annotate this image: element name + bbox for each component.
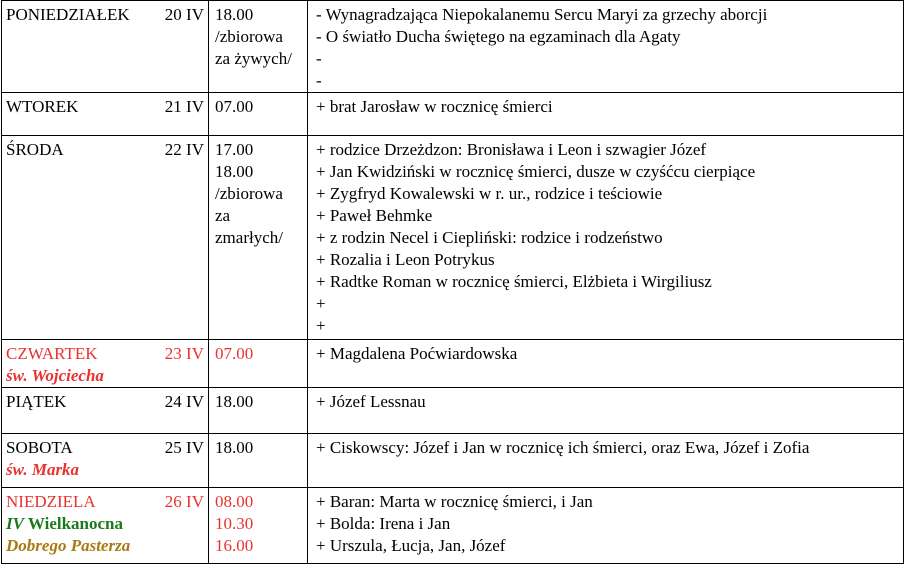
intention-line: + Paweł Behmke	[316, 206, 433, 225]
day-cell	[2, 93, 209, 136]
time-line: 18.00	[215, 5, 254, 24]
time-cell	[209, 388, 308, 434]
time-line: za żywych/	[215, 49, 292, 68]
day-cell	[2, 434, 209, 488]
intention-line: +	[316, 294, 326, 313]
time-cell	[209, 136, 308, 340]
intention-line: - O światło Ducha świętego na egzaminach dla Agaty	[316, 27, 681, 46]
intentions-cell	[308, 434, 904, 488]
intentions-cell	[308, 388, 904, 434]
table-row	[2, 1, 904, 93]
table-row	[2, 136, 904, 340]
time-cell	[209, 1, 308, 93]
time-line: zmarłych/	[215, 228, 283, 247]
intentions-cell	[308, 488, 904, 564]
day-date: 25 IV	[164, 438, 204, 457]
intention-line: - Wynagradzająca Niepokalanemu Sercu Maryi za grzechy aborcji	[316, 5, 768, 24]
intention-line: + brat Jarosław w rocznicę śmierci	[316, 97, 553, 116]
day-name: CZWARTEK	[6, 344, 98, 363]
time-line: 08.00	[215, 492, 254, 511]
time-line: 18.00	[215, 392, 254, 411]
intention-line: + Urszula, Łucja, Jan, Józef	[316, 536, 506, 555]
day-name: NIEDZIELA	[6, 492, 96, 511]
day-date: 24 IV	[164, 392, 204, 411]
day-date: 26 IV	[164, 492, 204, 511]
intention-line: + rodzice Drzeżdzon: Bronisława i Leon i szwagier Józef	[316, 140, 707, 159]
day-date: 20 IV	[164, 5, 204, 24]
intention-line: +	[316, 316, 326, 335]
intention-line: + Jan Kwidziński w rocznicę śmierci, dusze w czyśćcu cierpiące	[316, 162, 756, 181]
time-cell	[209, 340, 308, 388]
intentions-cell	[308, 1, 904, 93]
time-cell	[209, 93, 308, 136]
time-line: /zbiorowa	[215, 27, 283, 46]
day-cell	[2, 136, 209, 340]
table-row	[2, 93, 904, 136]
intention-line: + Magdalena Poćwiardowska	[316, 344, 518, 363]
day-name: WTOREK	[6, 97, 79, 116]
day-name: ŚRODA	[6, 140, 64, 159]
day-cell	[2, 388, 209, 434]
time-line: 10.30	[215, 514, 254, 533]
day-date: 23 IV	[164, 344, 204, 363]
intention-line: -	[316, 71, 322, 90]
intentions-cell	[308, 93, 904, 136]
table-row	[2, 488, 904, 564]
table-row	[2, 434, 904, 488]
time-line: za	[215, 206, 231, 225]
day-name: PONIEDZIAŁEK	[6, 5, 130, 24]
intentions-cell	[308, 136, 904, 340]
day-date: 21 IV	[164, 97, 204, 116]
day-cell	[2, 340, 209, 388]
time-line: /zbiorowa	[215, 184, 283, 203]
mass-intentions-table	[1, 0, 904, 564]
time-cell	[209, 488, 308, 564]
intention-line: + Radtke Roman w rocznicę śmierci, Elżbieta i Wirgiliusz	[316, 272, 712, 291]
table-row	[2, 388, 904, 434]
time-line: 07.00	[215, 97, 254, 116]
table-row	[2, 340, 904, 388]
time-cell	[209, 434, 308, 488]
feast-rest: Wielkanocna	[23, 514, 124, 533]
intentions-cell	[308, 340, 904, 388]
day-name: SOBOTA	[6, 438, 73, 457]
time-line: 17.00	[215, 140, 254, 159]
time-line: 07.00	[215, 344, 254, 363]
intention-line: + Zygfryd Kowalewski w r. ur., rodzice i teściowie	[316, 184, 663, 203]
intention-line: + Bolda: Irena i Jan	[316, 514, 451, 533]
feast-roman: IV	[6, 514, 24, 533]
feast-name: św. Marka	[6, 460, 80, 479]
day-cell	[2, 1, 209, 93]
day-name: PIĄTEK	[6, 392, 67, 411]
time-line: 18.00	[215, 438, 254, 457]
intention-line: + Rozalia i Leon Potrykus	[316, 250, 495, 269]
time-line: 16.00	[215, 536, 254, 555]
time-line: 18.00	[215, 162, 254, 181]
intention-line: + Ciskowscy: Józef i Jan w rocznicę ich śmierci, oraz Ewa, Józef i Zofia	[316, 438, 810, 457]
intention-line: + Baran: Marta w rocznicę śmierci, i Jan	[316, 492, 593, 511]
feast-subtitle: Dobrego Pasterza	[6, 536, 131, 555]
day-date: 22 IV	[164, 140, 204, 159]
feast-name	[6, 513, 204, 535]
intention-line: + Józef Lessnau	[316, 392, 426, 411]
feast-name: św. Wojciecha	[6, 366, 104, 385]
intention-line: + z rodzin Necel i Ciepliński: rodzice i rodzeństwo	[316, 228, 663, 247]
day-cell	[2, 488, 209, 564]
intention-line: -	[316, 49, 322, 68]
